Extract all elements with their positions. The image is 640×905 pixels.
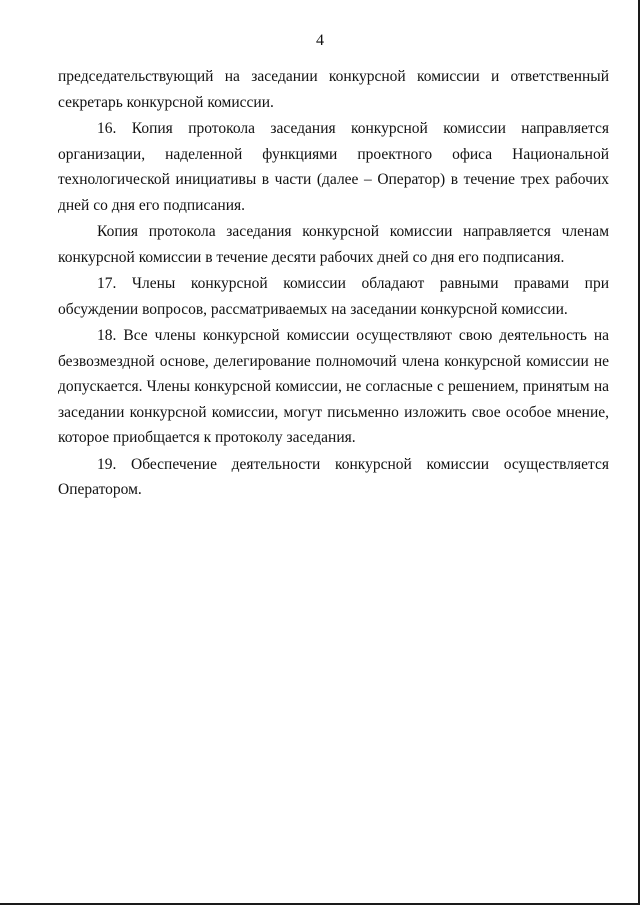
paragraph-clause-16: 16. Копия протокола заседания конкурсной комиссии направляется организации, наделенной функциями проектного офиса Национальной технологической инициативы в части (далее – Оператор) в течение трех рабочих дней со дня его подписания. — [58, 120, 609, 214]
paragraph-clause-19: 19. Обеспечение деятельности конкурсной комиссии осуществляется Оператором. — [58, 455, 609, 498]
document-body — [58, 64, 609, 504]
page-number: 4 — [316, 32, 324, 49]
paragraph-continuation: председательствующий на заседании конкурсной комиссии и ответственный секретарь конкурсной комиссии. — [58, 68, 609, 111]
paragraph-clause-18: 18. Все члены конкурсной комиссии осуществляют свою деятельность на безвозмездной основе, делегирование полномочий члена конкурсной комиссии не допускается. Члены конкурсной комиссии, не согласные с решением, принятым на заседании конкурсной комиссии, могут письменно изложить свое особое мнение, которое приобщается к протоколу заседания. — [58, 327, 609, 446]
paragraph-clause-17: 17. Члены конкурсной комиссии обладают равными правами при обсуждении вопросов, рассматриваемых на заседании конкурсной комиссии. — [58, 275, 609, 318]
paragraph-clause-16-copy: Копия протокола заседания конкурсной комиссии направляется членам конкурсной комиссии в течение десяти рабочих дней со дня его подписания. — [58, 223, 609, 266]
